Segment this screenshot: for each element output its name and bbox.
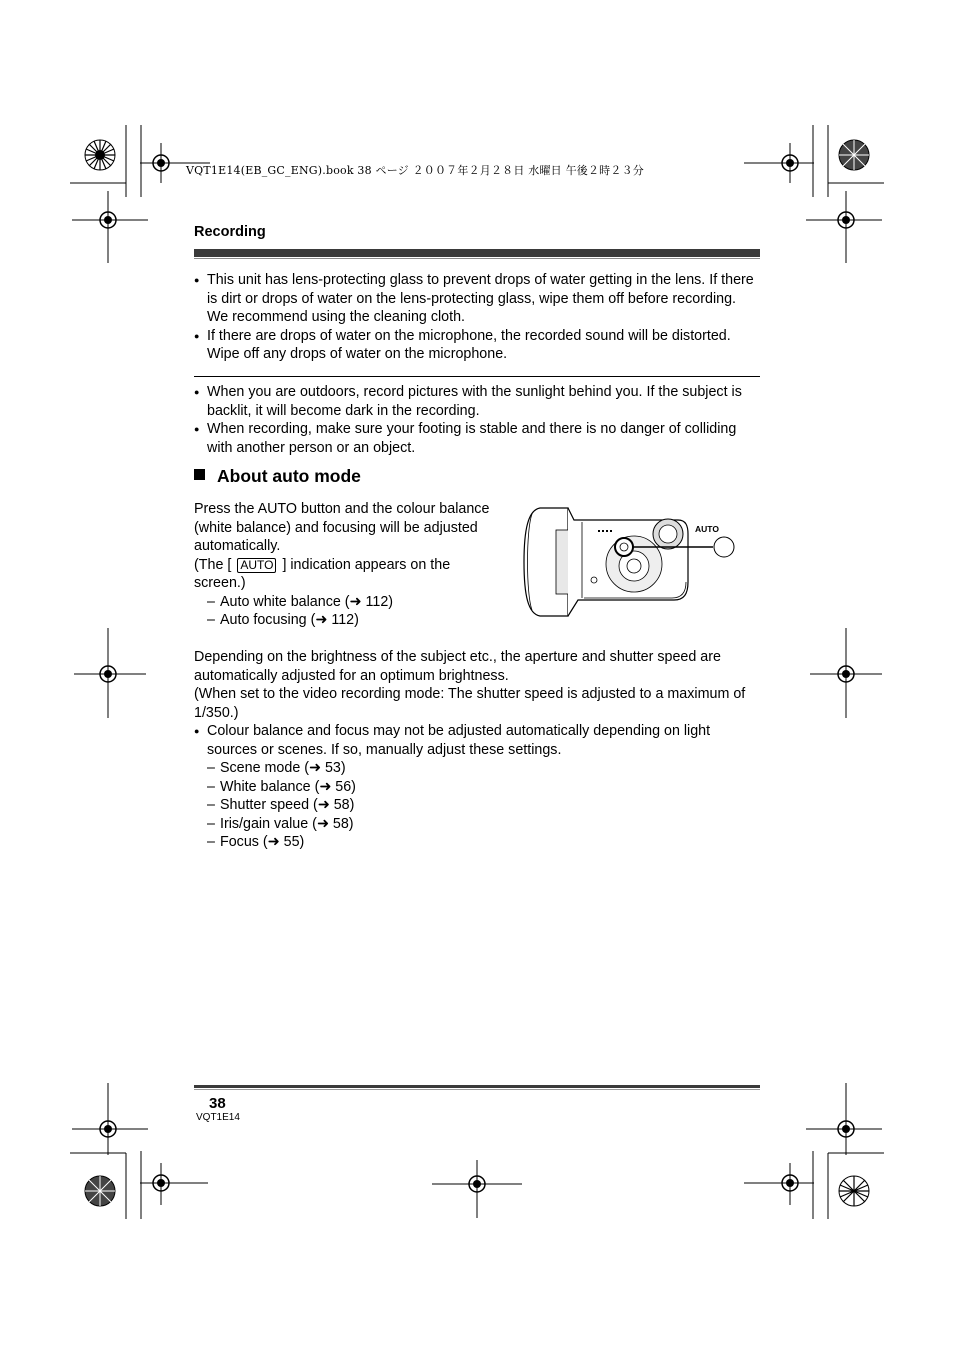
notes-block-2 <box>194 383 760 457</box>
crop-mark-top-right <box>744 125 884 265</box>
crop-mark-top-left <box>70 125 210 265</box>
notes-block-1 <box>194 271 760 364</box>
list-item-auto-white-balance: – Auto white balance (➜ 112) <box>194 593 494 612</box>
crop-mark-bottom-right <box>744 1083 884 1223</box>
footer-rule-thin <box>194 1089 760 1090</box>
header-rule <box>194 249 760 257</box>
list-item-white-balance: – White balance (➜ 56) <box>194 778 764 797</box>
crop-mark-mid-right <box>806 628 886 718</box>
print-info-line: VQT1E14(EB_GC_ENG).book 38 ページ ２００７年２月２８日 水曜日 午後２時２３分 <box>186 164 644 177</box>
details-bullet: ● Colour balance and focus may not be adjusted automatically depending on light sources or scenes. If so, manually adjust these settings. <box>194 722 764 759</box>
details-paragraph-2: (When set to the video recording mode: The shutter speed is adjusted to a maximum of 1/350.) <box>194 686 746 721</box>
note-lens-glass: ● This unit has lens-protecting glass to prevent drops of water getting in the lens. If there is dirt or drops of water on the lens-protecting glass, wipe them off before recording. We recommend using the cleaning cloth. <box>194 271 760 327</box>
section-title: Recording <box>194 224 266 240</box>
note-sunlight: ● When you are outdoors, record pictures with the sunlight behind you. If the subject is backlit, it will become dark in the recording. <box>194 383 760 420</box>
indication-text-after: ] indication appears on the screen.) <box>194 556 451 591</box>
auto-mode-heading <box>194 466 361 487</box>
list-item-scene-mode: – Scene mode (➜ 53) <box>194 759 764 778</box>
crop-mark-bottom-center <box>430 1160 524 1220</box>
page-number: 38 <box>209 1095 226 1112</box>
list-item-auto-focusing: – Auto focusing (➜ 112) <box>194 611 494 630</box>
note-microphone: ● If there are drops of water on the microphone, the recorded sound will be distorted. Wipe off any drops of water on the microphone. <box>194 327 760 364</box>
footer-rule <box>194 1085 760 1088</box>
auto-indication-icon: AUTO <box>237 558 276 573</box>
document-code: VQT1E14 <box>196 1112 240 1123</box>
list-item-shutter-speed: – Shutter speed (➜ 58) <box>194 796 764 815</box>
crop-mark-bottom-left <box>70 1083 210 1223</box>
list-item-focus: – Focus (➜ 55) <box>194 833 764 852</box>
crop-mark-mid-left <box>70 628 150 718</box>
details-paragraph-1: Depending on the brightness of the subject etc., the aperture and shutter speed are automatically adjusted for an optimum brightness. <box>194 649 721 684</box>
camera-illustration <box>518 500 738 629</box>
note-footing: ● When recording, make sure your footing is stable and there is no danger of colliding with another person or an object. <box>194 420 760 457</box>
auto-mode-intro: Press the AUTO button and the colour balance (white balance) and focusing will be adjusted automatically. <box>194 501 490 554</box>
auto-button-label: AUTO <box>695 524 719 534</box>
auto-mode-description <box>194 500 494 630</box>
list-item-iris-gain: – Iris/gain value (➜ 58) <box>194 815 764 834</box>
auto-mode-details <box>194 648 764 852</box>
auto-mode-heading-text: About auto mode <box>217 466 361 486</box>
square-bullet-icon <box>194 469 205 480</box>
header-rule-thin <box>194 258 760 259</box>
indication-text-before: (The [ <box>194 556 232 573</box>
auto-indication-note <box>194 556 494 593</box>
divider <box>194 376 760 377</box>
